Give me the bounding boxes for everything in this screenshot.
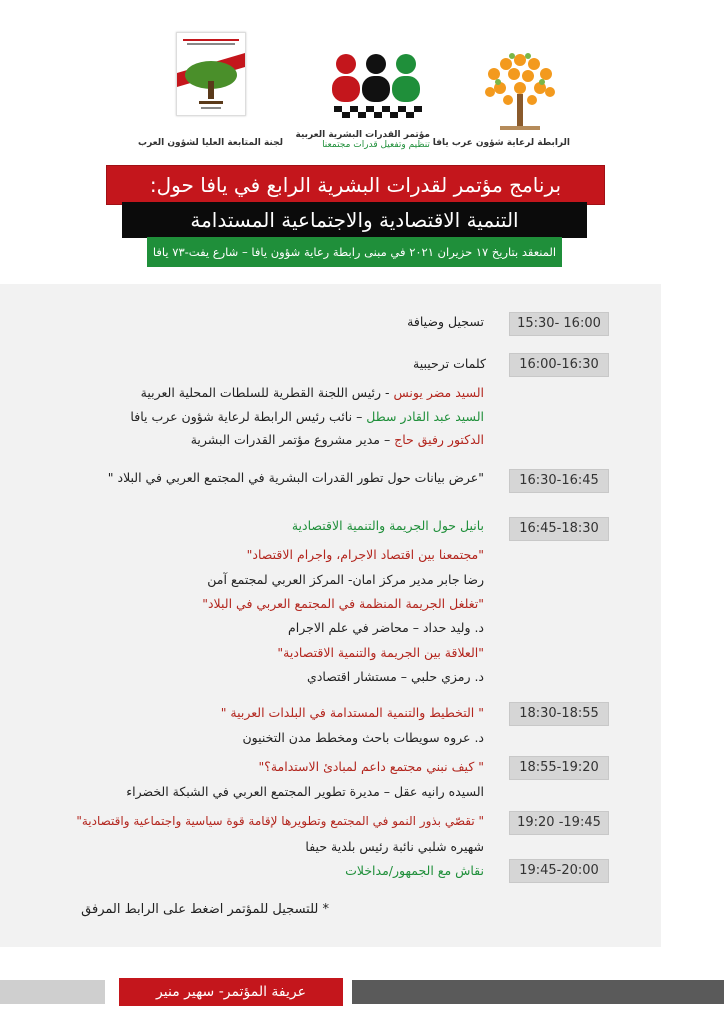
speaker-line	[130, 409, 484, 424]
talk-title: "مجتمعنا بين اقتصاد الاجرام، واجرام الاقتصاد"	[246, 547, 484, 562]
footer-bar-left	[0, 980, 105, 1004]
talk-speaker: رضا جابر مدير مركز امان- المركز العربي لمجتمع آمن	[207, 572, 484, 587]
talk-title: "العلاقة بين الجريمة والتنمية الاقتصادية"	[277, 645, 484, 660]
time-slot: 16:45-18:30	[509, 517, 609, 541]
committee-caption: لجنة المتابعة العليا لشؤون العرب	[138, 138, 283, 148]
time-slot: 18:55-19:20	[509, 756, 609, 780]
speaker-line	[141, 385, 484, 400]
program-title: برنامج مؤتمر لقدرات البشرية الرابع في يافا حول:	[107, 166, 604, 204]
conference-logo	[295, 52, 430, 152]
time-slot: 19:45-20:00	[509, 859, 609, 883]
host-label: عريفة المؤتمر- سهير منير	[119, 978, 343, 1006]
registration-item: تسجيل وضيافة	[407, 314, 484, 329]
talk-title: " تقصّي بذور النمو في المجتمع وتطويرها لإقامة قوة سياسية واجتماعية واقتصادية"	[76, 814, 484, 828]
talk-speaker: د. عروه سويطات باحث ومخطط مدن التخنيون	[242, 730, 484, 745]
talk-speaker: د. رمزي حلبي – مستشار اقتصادي	[307, 669, 484, 684]
speaker-name: الدكتور رفيق حاج	[394, 432, 484, 447]
venue-line: المنعقد بتاريخ ١٧ حزيران ٢٠٢١ في مبنى رابطة رعاية شؤون يافا – شارع يفت-٧٣ يافا	[147, 237, 562, 267]
speaker-role: - رئيس اللجنة القطرية للسلطات المحلية العربية	[140, 385, 394, 400]
time-slot: 15:30- 16:00	[509, 312, 609, 336]
panel-title: بانيل حول الجريمة والتنمية الاقتصادية	[291, 518, 484, 533]
discussion-item: نقاش مع الجمهور/مداخلات	[345, 863, 484, 878]
speaker-role: – نائب رئيس الرابطة لرعاية شؤون عرب يافا	[130, 409, 367, 424]
conference-slogan: تنظيم وتفعيل قدرات مجتمعنا	[322, 140, 430, 150]
talk-title: " كيف نبني مجتمع داعم لمبادئ الاستدامة؟"	[258, 759, 484, 774]
followup-committee-logo	[138, 32, 283, 152]
conference-caption: مؤتمر القدرات البشرية العربية	[295, 130, 430, 140]
speaker-name: السيد عبد القادر سطل	[366, 409, 484, 424]
speaker-line	[191, 432, 484, 447]
committee-poster	[176, 32, 246, 116]
talk-speaker: شهيره شلبي نائبة رئيس بلدية حيفا	[305, 839, 484, 854]
time-slot: 16:30-16:45	[509, 469, 609, 493]
registration-note[interactable]: * للتسجيل للمؤتمر اضغط على الرابط المرفق	[81, 902, 329, 917]
jaffa-league-caption: الرابطة لرعاية شؤون عرب يافا	[432, 138, 570, 148]
orange-tree-icon	[470, 48, 570, 134]
time-slot: 18:30-18:55	[509, 702, 609, 726]
welcome-heading: كلمات ترحيبية	[413, 356, 486, 371]
talk-speaker: د. وليد حداد – محاضر في علم الاجرام	[288, 620, 484, 635]
program-subtitle: التنمية الاقتصادية والاجتماعية المستدامة	[122, 202, 587, 238]
talk-title: "تغلغل الجريمة المنظمة في المجتمع العربي في البلاد"	[202, 596, 484, 611]
tree-icon	[177, 33, 245, 115]
speaker-role: – مدير مشروع مؤتمر القدرات البشرية	[190, 432, 395, 447]
talk-speaker: السيده رانيه عقل – مديرة تطوير المجتمع العربي في الشبكة الخضراء	[126, 784, 484, 799]
people-icon	[322, 52, 430, 122]
time-slot: 16:00-16:30	[509, 353, 609, 377]
session-title: "عرض بيانات حول تطور القدرات البشرية في المجتمع العربي في البلاد "	[107, 470, 484, 485]
time-slot: 19:20 -19:45	[509, 811, 609, 835]
footer-bar-right	[352, 980, 724, 1004]
talk-title: " التخطيط والتنمية المستدامة في البلدات العربية "	[220, 705, 484, 720]
speaker-name: السيد مضر يونس	[393, 385, 484, 400]
jaffa-league-logo	[432, 48, 570, 148]
